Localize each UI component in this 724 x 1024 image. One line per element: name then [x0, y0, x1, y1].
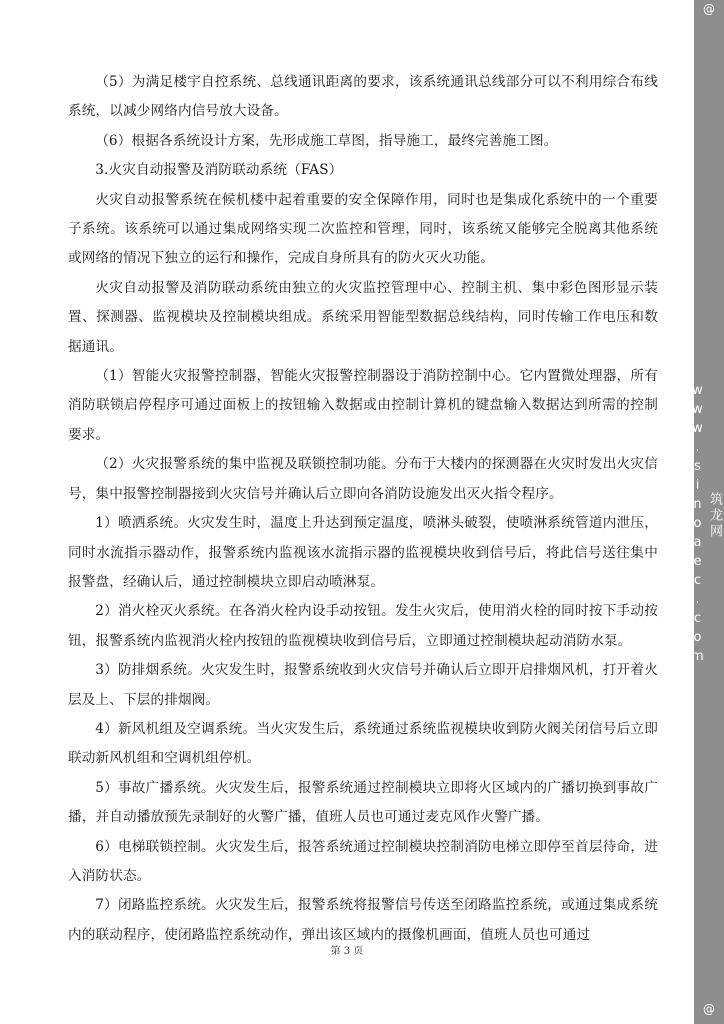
page-number: 第 3 页 [330, 946, 364, 957]
section-heading-fas: 3.火灾自动报警及消防联动系统（FAS） [95, 162, 343, 179]
paragraph-item-5: （5）为满足楼宇自控系统、总线通讯距离的要求，该系统通讯总线部分可以不利用综合布线系统，以减少网络内信号放大设备。 [68, 74, 658, 120]
sidebar-url: www.sinoaec.com [690, 382, 705, 668]
at-mark-bottom: @ [703, 1002, 715, 1016]
paragraph-hydrant: 2）消火栓灭火系统。在各消火栓内设手动按钮。发生火灾后，使用消火栓的同时按下手动按钮，报警系统内监视消火栓内按钮的监视模块收到信号后，立即通过控制模块起动消防水泵。 [68, 603, 658, 649]
paragraph-item-6: （6）根据各系统设计方案，先形成施工草图，指导施工，最终完善施工图。 [95, 132, 558, 149]
sidebar-doc-code: 资料编号：YJGF48—2000 [654, 394, 669, 656]
sidebar-vertical-text [654, 30, 724, 980]
paragraph-elevator: 6）电梯联锁控制。火灾发生后，报答系统通过控制模块控制消防电梯立即停至首层待命，进入消防状态。 [68, 838, 658, 884]
at-mark-top: @ [703, 2, 715, 16]
paragraph-fresh-air: 4）新风机组及空调系统。当火灾发生后，系统通过系统监视模块收到防火阀关闭信号后立即联动新风机组和空调机组停机。 [68, 720, 658, 767]
sidebar-site-name: 筑龙网 [707, 492, 722, 540]
paragraph-broadcast: 5）事故广播系统。火灾发生后，报警系统通过控制模块立即将火区域内的广播切换到事故广播，并自动播放预先录制好的火警广播，值班人员也可通过麦克风作火警广播。 [68, 779, 658, 826]
paragraph-sprinkler: 1）喷洒系统。火灾发生时，温度上升达到预定温度，喷淋头破裂，使喷淋系统管道内泄压，同时水流指示器动作，报警系统内监视该水流指示器的监视模块收到信号后，将此信号送往集中报警盘，经确认后，通过控制模块立即启动喷淋泵。 [68, 515, 658, 590]
paragraph-fas-intro: 火灾自动报警系统在候机楼中起着重要的安全保障作用，同时也是集成化系统中的一个重要子系统。该系统可以通过集成网络实现二次监控和管理，同时，该系统又能够完全脱离其他系统或网络的情况下独立的运行和操作，完成自身所具有的防火灭火功能。 [68, 191, 658, 267]
paragraph-fas-composition: 火灾自动报警及消防联动系统由独立的火灾监控管理中心、控制主机、集中彩色图形显示装置、探测器、监视模块及控制模块组成。系统采用智能型数据总线结构，同时传输工作电压和数据通讯。 [68, 279, 658, 355]
watermark-sidebar [654, 0, 724, 1024]
paragraph-cctv: 7）闭路监控系统。火灾发生后，报警系统将报警信号传送至闭路监控系统，或通过集成系统内的联动程序，使闭路监控系统动作，弹出该区域内的摄像机画面，值班人员也可通过 [68, 897, 658, 943]
paragraph-smoke-exhaust: 3）防排烟系统。火灾发生时，报警系统收到火灾信号并确认后立即开启排烟风机，打开着火层及上、下层的排烟阀。 [68, 662, 658, 708]
sidebar-book-title: 《民用机场候机楼弱电安装工法》 [673, 405, 688, 645]
paragraph-linkage: （2）火灾报警系统的集中监视及联锁控制功能。分布于大楼内的探测器在火灾时发出火灾信号，集中报警控制器接到火灾信号并确认后立即向各消防设施发出灭火指令程序。 [68, 456, 658, 502]
document-body [68, 68, 658, 950]
paragraph-controller: （1）智能火灾报警控制器，智能火灾报警控制器设于消防控制中心。它内置微处理器，所有消防联锁启停程序可通过面板上的按钮输入数据或由控制计算机的键盘输入数据达到所需的控制要求。 [68, 368, 658, 443]
